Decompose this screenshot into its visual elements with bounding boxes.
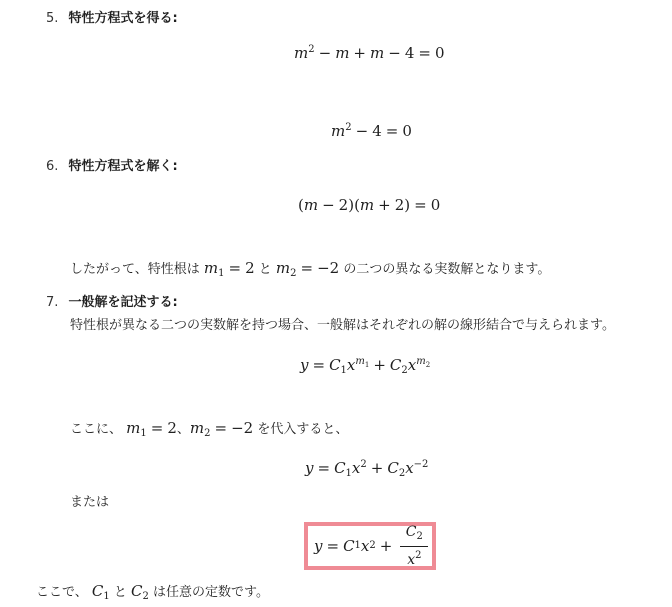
sub-root-1: $m_1 = 2$ bbox=[126, 419, 177, 439]
equation-2: $m^2 - 4 = 0$ bbox=[331, 122, 412, 140]
final-prefix: ここで、 bbox=[36, 585, 88, 600]
step-number: 6. bbox=[46, 159, 59, 174]
or-text: または bbox=[70, 495, 110, 510]
general-intro: 特性根が異なる二つの実数解を持つ場合、一般解はそれぞれの解の線形結合で与えられます。 bbox=[70, 318, 615, 333]
step-title: 特性方程式を得る: bbox=[68, 11, 178, 26]
fraction: $\frac{C_2}{x^2}$ bbox=[400, 524, 428, 568]
step-title: 特性方程式を解く: bbox=[68, 159, 178, 174]
general-solution: $y = C_1x^{m_1} + C_2x^{m_2}$ bbox=[300, 356, 431, 376]
substitute-prefix: ここに、 bbox=[70, 422, 123, 437]
roots-mid: と bbox=[258, 262, 272, 277]
root-1: $m_1 = 2$ bbox=[203, 259, 255, 279]
roots-prefix: したがって、特性根は bbox=[70, 262, 200, 277]
root-2: $m_2 = -2$ bbox=[275, 259, 340, 279]
substitute-suffix: を代入すると、 bbox=[257, 422, 349, 437]
step-title: 一般解を記述する: bbox=[68, 295, 178, 310]
final-sentence bbox=[36, 581, 269, 607]
step-5-heading bbox=[46, 10, 178, 28]
c1-symbol: $C_1$ bbox=[91, 582, 110, 602]
roots-suffix: の二つの異なる実数解となります。 bbox=[343, 262, 551, 277]
c2-symbol: $C_2$ bbox=[131, 582, 149, 602]
step-number: 7. bbox=[46, 295, 59, 310]
equation-1: $m^2 - m + m - 4 = 0$ bbox=[294, 44, 445, 62]
specific-solution: $y = C_1x^2 + C_2x^{-2}$ bbox=[305, 459, 429, 479]
sub-root-2: $m_2 = -2$ bbox=[189, 419, 254, 439]
step-6-heading bbox=[46, 158, 178, 176]
final-mid: と bbox=[113, 585, 127, 600]
roots-sentence bbox=[70, 258, 550, 284]
boxed-solution: y = C 1 x 2 + $\frac{C_2}{x^2}$ bbox=[314, 525, 428, 567]
substitute-comma: 、 bbox=[176, 422, 190, 437]
final-suffix: は任意の定数です。 bbox=[153, 585, 270, 600]
step-7-heading bbox=[46, 294, 178, 312]
equation-3: (m − 2)(m + 2) = 0 bbox=[298, 196, 441, 214]
step-number: 5. bbox=[46, 11, 59, 26]
substitute-sentence bbox=[70, 418, 348, 444]
